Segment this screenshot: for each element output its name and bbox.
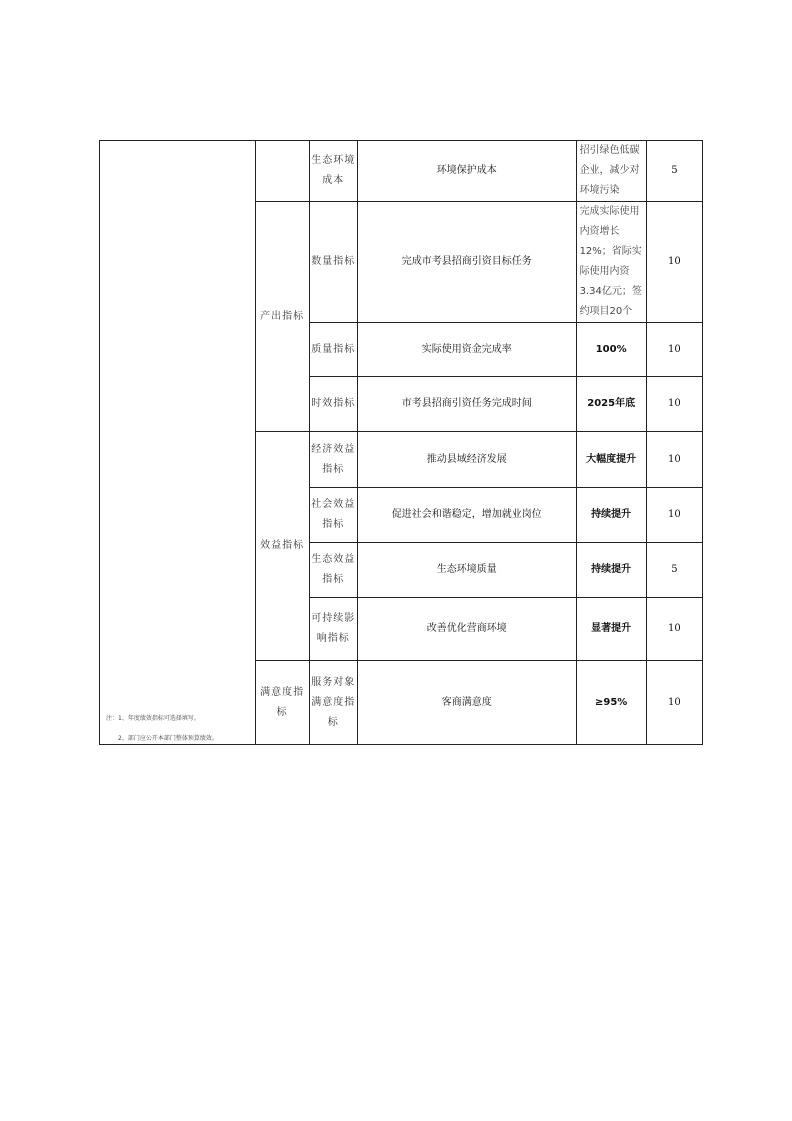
level2-indicator: 质量指标 [309,323,357,377]
indicator-name: 促进社会和谐稳定，增加就业岗位 [357,488,576,543]
performance-indicator-table [99,140,703,745]
level2-indicator: 时效指标 [309,377,357,432]
indicator-target: ≥95% [576,661,646,745]
level1-indicator-benefit: 效益指标 [255,432,309,661]
indicator-target: 100% [576,323,646,377]
footnote-1: 注：1、年度绩效指标可选择填写。 [106,715,200,722]
level2-indicator: 社会效益指标 [309,488,357,543]
level1-indicator-output: 产出指标 [255,202,309,432]
indicator-score: 10 [646,488,702,543]
indicator-name: 推动县域经济发展 [357,432,576,488]
indicator-target: 显著提升 [576,598,646,661]
indicator-target: 2025年底 [576,377,646,432]
indicator-target: 大幅度提升 [576,432,646,488]
footnote-2: 2、部门应公开本部门整体预算绩效。 [118,735,218,742]
table-row [100,141,703,202]
indicator-target: 持续提升 [576,543,646,598]
indicator-score: 10 [646,598,702,661]
indicator-name: 客商满意度 [357,661,576,745]
indicator-score: 10 [646,323,702,377]
indicator-target: 持续提升 [576,488,646,543]
level1-indicator-satisfaction: 满意度指标 [255,661,309,745]
indicator-name: 改善优化营商环境 [357,598,576,661]
indicator-score: 5 [646,543,702,598]
level2-indicator: 服务对象满意度指标 [309,661,357,745]
indicator-name: 实际使用资金完成率 [357,323,576,377]
indicator-score: 10 [646,202,702,323]
indicator-score: 10 [646,661,702,745]
indicator-name: 生态环境质量 [357,543,576,598]
level2-indicator: 经济效益指标 [309,432,357,488]
indicator-score: 10 [646,432,702,488]
indicator-name: 市考县招商引资任务完成时间 [357,377,576,432]
level2-indicator: 数量指标 [309,202,357,323]
indicator-target: 完成实际使用内资增长12%；省际实际使用内资3.34亿元；签约项目20个 [576,202,646,323]
indicator-name: 完成市考县招商引资目标任务 [357,202,576,323]
indicator-score: 10 [646,377,702,432]
level2-indicator: 可持续影响指标 [309,598,357,661]
level2-indicator: 生态效益指标 [309,543,357,598]
indicator-score: 5 [646,141,702,202]
level2-indicator: 生态环境成本 [309,141,357,202]
blank-merged-cell [100,141,256,745]
indicator-target: 招引绿色低碳企业，减少对环境污染 [576,141,646,202]
level1-cell-empty [255,141,309,202]
indicator-name: 环境保护成本 [357,141,576,202]
